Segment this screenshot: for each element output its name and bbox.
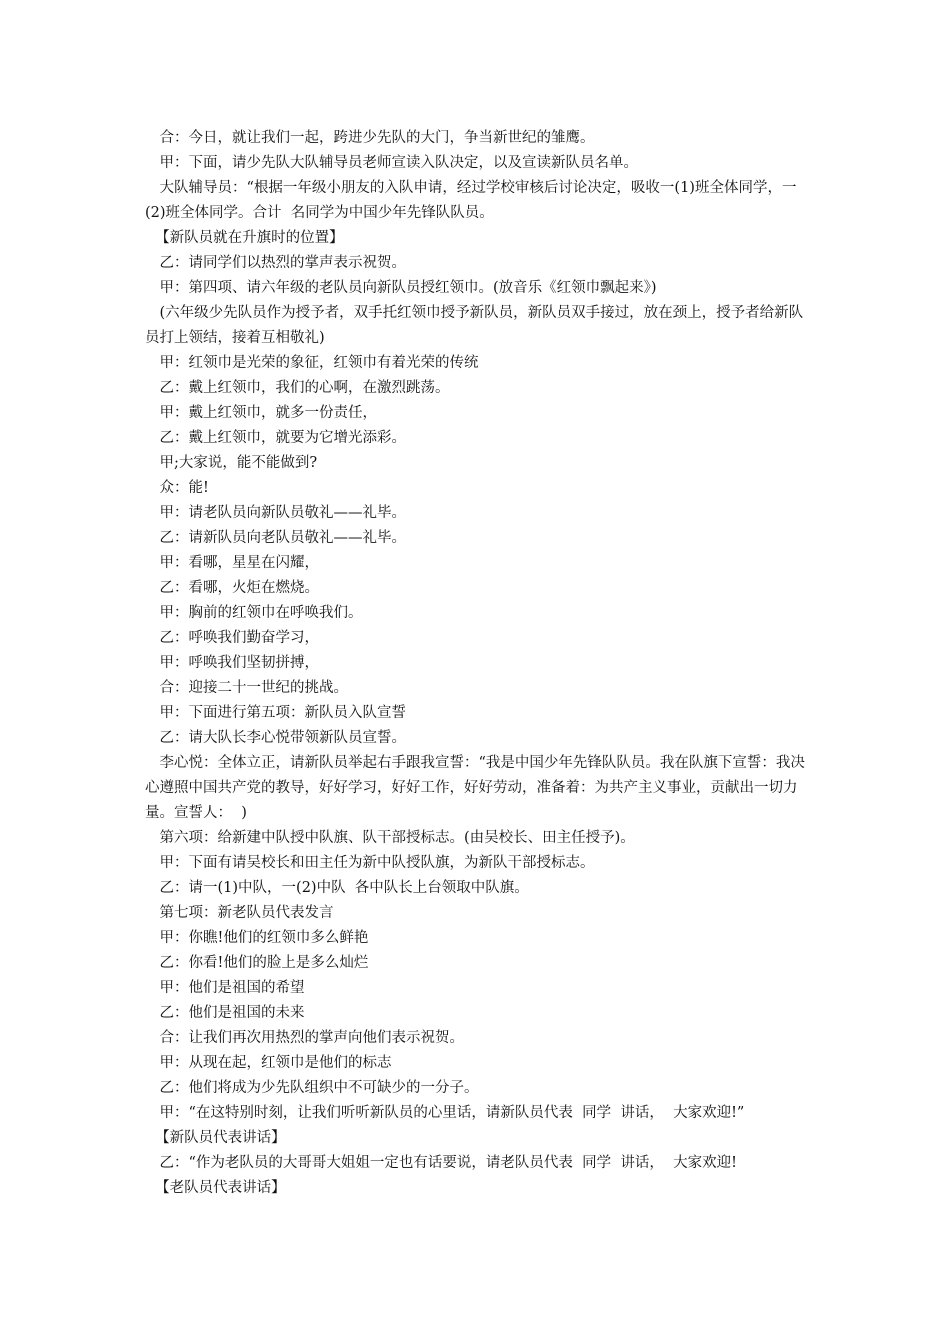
paragraph: 乙：请一(1)中队，一(2)中队 各中队长上台领取中队旗。 — [159, 880, 529, 896]
paragraph: 乙：看哪，火炬在燃烧。 — [159, 580, 319, 596]
paragraph: 合：让我们再次用热烈的掌声向他们表示祝贺。 — [159, 1030, 464, 1046]
paragraph: 甲：下面进行第五项：新队员入队宣誓 — [159, 705, 406, 721]
paragraph: 第六项：给新建中队授中队旗、队干部授标志。(由吴校长、田主任授予)。 — [159, 830, 635, 846]
paragraph: 乙：他们将成为少先队组织中不可缺少的一分子。 — [159, 1080, 479, 1096]
paragraph: 第七项：新老队员代表发言 — [159, 905, 334, 921]
stage-direction: 【新队员代表讲话】 — [155, 1130, 286, 1146]
paragraph: 合：迎接二十一世纪的挑战。 — [159, 680, 348, 696]
paragraph: 甲：你瞧!他们的红领巾多么鲜艳 — [159, 930, 369, 946]
paragraph: 李心悦：全体立正，请新队员举起右手跟我宣誓：“我是中国少年先锋队队员。我在队旗下宣誓：我决心遵照中国共产党的教导，好好学习，好好工作，好好劳动，准备着：为共产主义事业，贡献出一切力量。宣誓人： ) — [145, 755, 805, 821]
paragraph: 乙：请新队员向老队员敬礼——礼毕。 — [159, 530, 406, 546]
paragraph: 乙：呼唤我们勤奋学习， — [159, 630, 319, 646]
paragraph: 乙：请大队长李心悦带领新队员宣誓。 — [159, 730, 406, 746]
paragraph: 甲：戴上红领巾，就多一份责任， — [159, 405, 377, 421]
paragraph: 甲：下面有请吴校长和田主任为新中队授队旗，为新队干部授标志。 — [159, 855, 595, 871]
paragraph: 甲：请老队员向新队员敬礼——礼毕。 — [159, 505, 406, 521]
paragraph: 甲：他们是祖国的希望 — [159, 980, 305, 996]
paragraph: 甲：第四项、请六年级的老队员向新队员授红领巾。(放音乐《红领巾飘起来》) — [159, 280, 657, 296]
paragraph: 大队辅导员：“根据一年级小朋友的入队申请，经过学校审核后讨论决定，吸收一(1)班全体同学，一(2)班全体同学。合计 名同学为中国少年先锋队队员。 — [145, 180, 797, 221]
paragraph: 乙：请同学们以热烈的掌声表示祝贺。 — [159, 255, 406, 271]
paragraph: 甲：下面，请少先队大队辅导员老师宣读入队决定，以及宣读新队员名单。 — [159, 155, 638, 171]
paragraph: 乙：戴上红领巾，就要为它增光添彩。 — [159, 430, 406, 446]
paragraph: (六年级少先队员作为授予者，双手托红领巾授予新队员，新队员双手接过，放在颈上，授予者给新队员打上领结，接着互相敬礼) — [145, 305, 804, 346]
paragraph: 乙：他们是祖国的未来 — [159, 1005, 305, 1021]
paragraph: 甲;大家说，能不能做到? — [159, 455, 318, 471]
stage-direction: 【老队员代表讲话】 — [155, 1180, 286, 1196]
paragraph: 甲：红领巾是光荣的象征，红领巾有着光荣的传统 — [159, 355, 479, 371]
paragraph: 乙：戴上红领巾，我们的心啊，在激烈跳荡。 — [159, 380, 450, 396]
paragraph: 甲：呼唤我们坚韧拼搏， — [159, 655, 319, 671]
paragraph: 合：今日，就让我们一起，跨进少先队的大门，争当新世纪的雏鹰。 — [159, 130, 595, 146]
stage-direction: 【新队员就在升旗时的位置】 — [155, 230, 344, 246]
paragraph: 甲：从现在起，红领巾是他们的标志 — [159, 1055, 392, 1071]
paragraph: 众：能! — [159, 480, 209, 496]
paragraph: 甲：看哪，星星在闪耀， — [159, 555, 319, 571]
paragraph: 甲：胸前的红领巾在呼唤我们。 — [159, 605, 363, 621]
paragraph: 甲：“在这特别时刻，让我们听听新队员的心里话，请新队员代表 同学 讲话， 大家欢迎!” — [159, 1105, 745, 1121]
paragraph: 乙：“作为老队员的大哥哥大姐姐一定也有话要说，请老队员代表 同学 讲话， 大家欢迎! — [159, 1155, 737, 1171]
document-page — [145, 126, 805, 1201]
paragraph: 乙：你看!他们的脸上是多么灿烂 — [159, 955, 369, 971]
